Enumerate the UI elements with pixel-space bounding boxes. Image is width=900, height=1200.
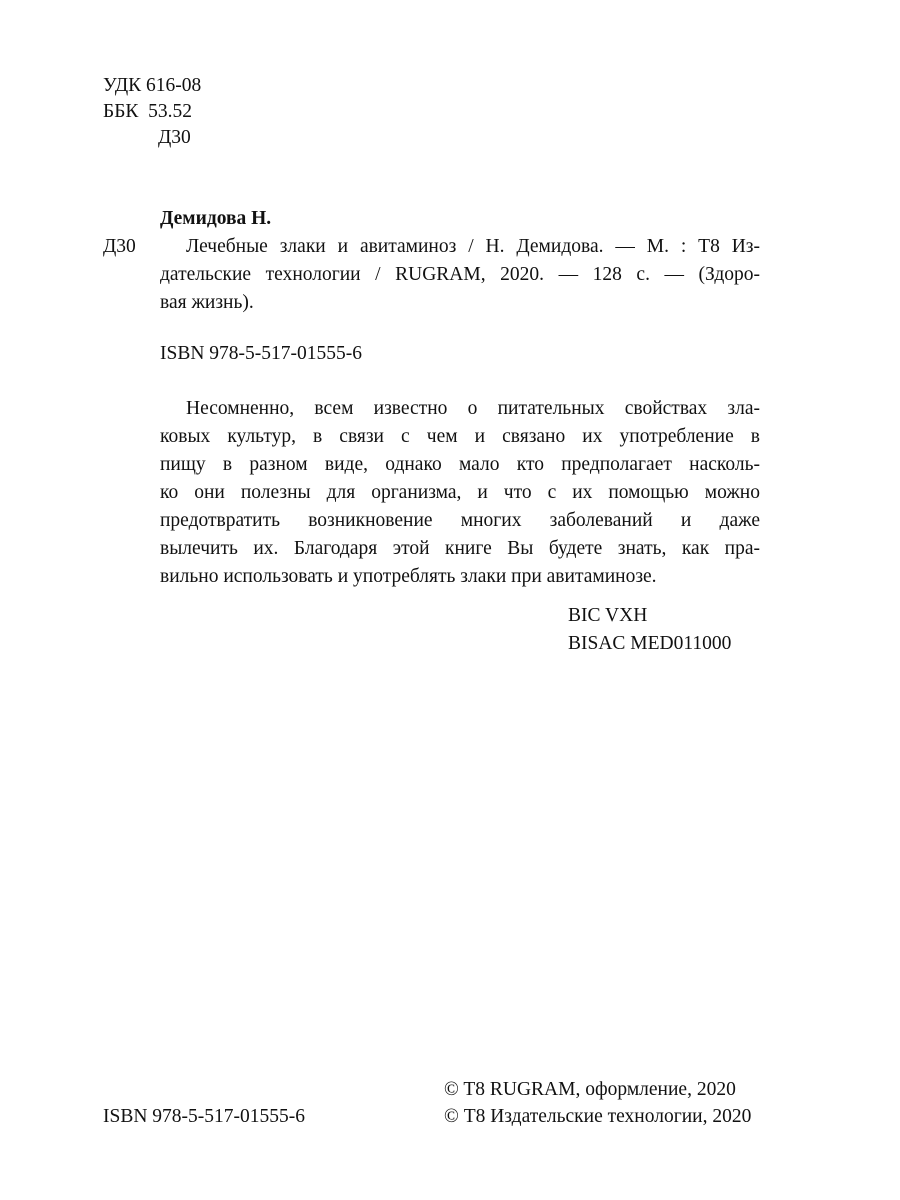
description-line-2: дательские технологии / RUGRAM, 2020. — 128 с. — (Здоро- bbox=[160, 264, 760, 285]
bbk-code: ББК 53.52 bbox=[103, 101, 193, 122]
description-line-1: Лечебные злаки и авитаминоз / Н. Демидова. — М. : Т8 Из- bbox=[186, 236, 760, 257]
description-line-3: вая жизнь). bbox=[160, 292, 254, 313]
bisac-code: BISAC MED011000 bbox=[568, 633, 732, 654]
annotation-line-4: ко они полезны для организма, и что с их помощью можно bbox=[160, 482, 760, 503]
bic-code: BIC VXH bbox=[568, 605, 648, 626]
author-mark: Д30 bbox=[158, 127, 191, 148]
udk-code: УДК 616-08 bbox=[103, 75, 202, 96]
annotation bbox=[160, 395, 760, 591]
annotation-line-3: пищу в разном виде, однако мало кто предполагает насколь- bbox=[160, 454, 760, 475]
annotation-line-7: вильно использовать и употреблять злаки при авитаминозе. bbox=[160, 566, 657, 587]
isbn-record: ISBN 978-5-517-01555-6 bbox=[160, 343, 363, 364]
footer-isbn: ISBN 978-5-517-01555-6 bbox=[103, 1106, 306, 1127]
copyright-publisher: © Т8 Издательские технологии, 2020 bbox=[444, 1106, 752, 1127]
author-name: Демидова Н. bbox=[160, 208, 272, 229]
copyright-design: © T8 RUGRAM, оформление, 2020 bbox=[444, 1079, 736, 1100]
record-author-mark: Д30 bbox=[103, 236, 136, 257]
annotation-line-5: предотвратить возникновение многих заболеваний и даже bbox=[160, 510, 760, 531]
annotation-line-6: вылечить их. Благодаря этой книге Вы будете знать, как пра- bbox=[160, 538, 760, 559]
bibliographic-description bbox=[160, 233, 760, 317]
annotation-line-1: Несомненно, всем известно о питательных свойствах зла- bbox=[186, 398, 760, 419]
annotation-line-2: ковых культур, в связи с чем и связано их употребление в bbox=[160, 426, 760, 447]
